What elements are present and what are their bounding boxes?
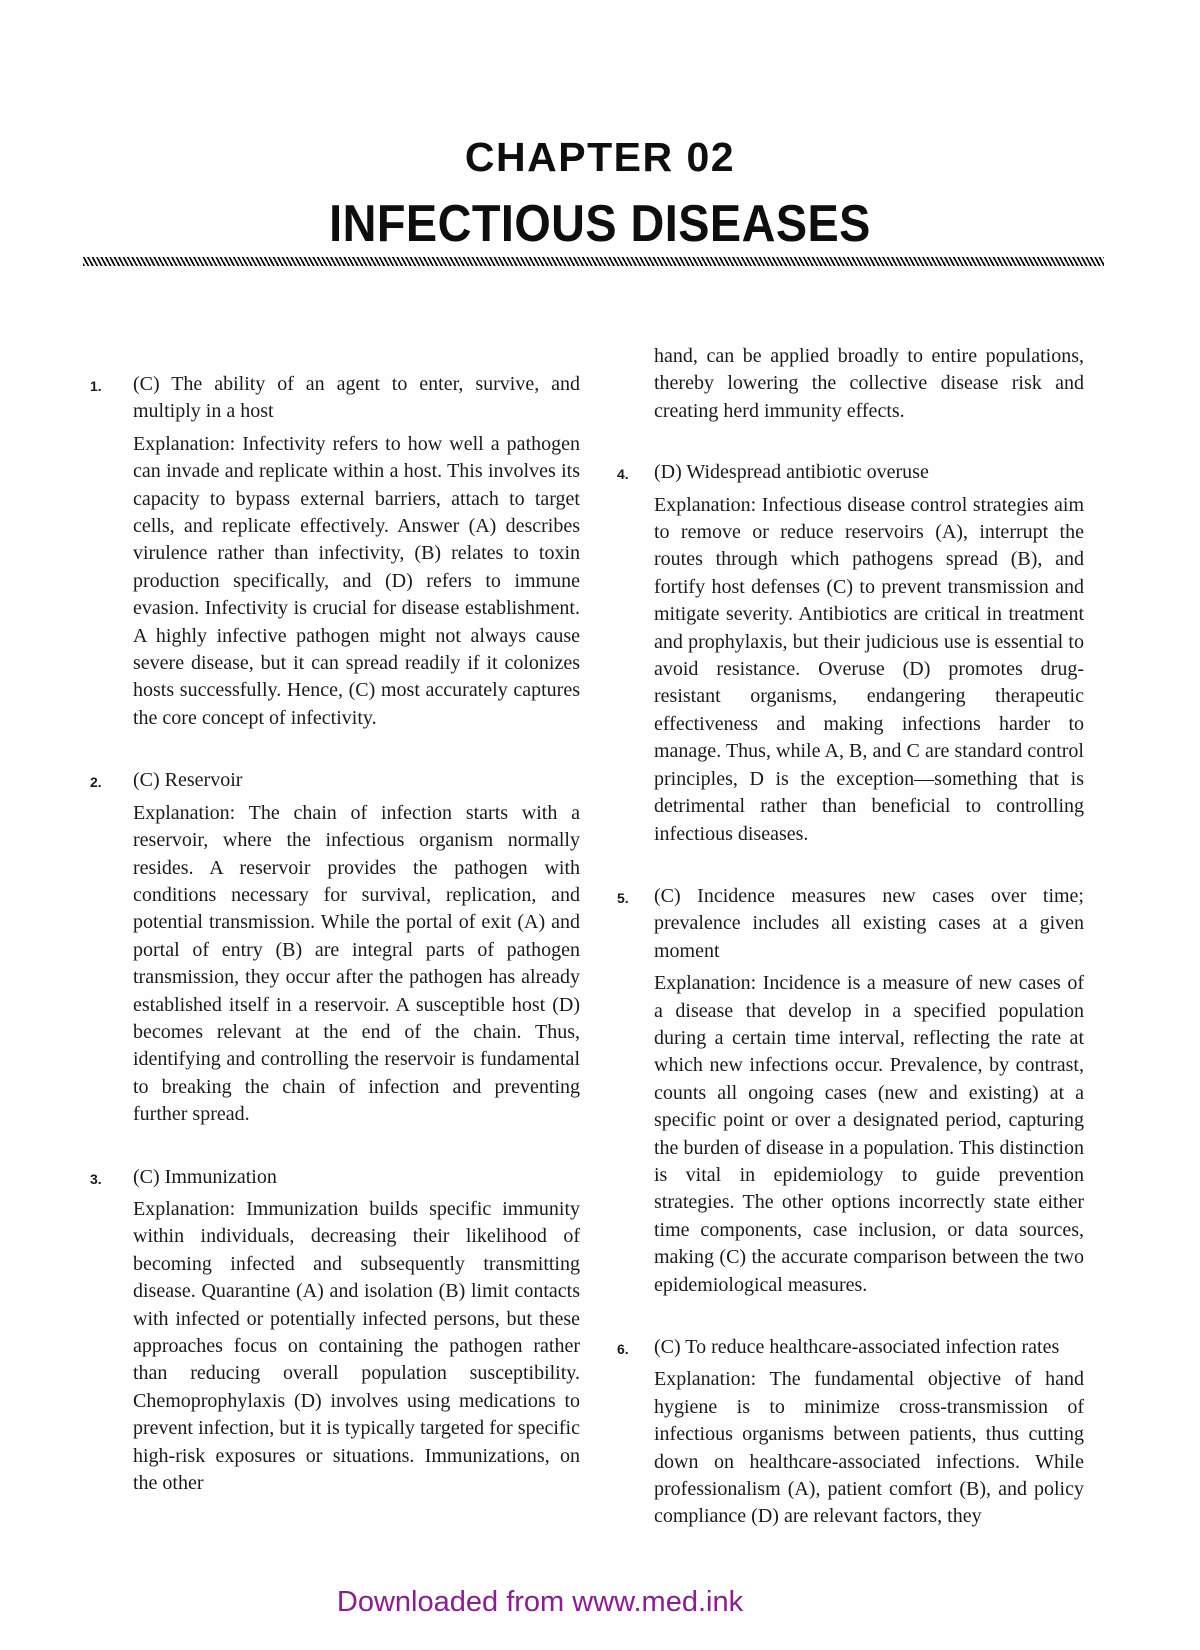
- answer-text: (C) To reduce healthcare-associated infection rates: [654, 1336, 1060, 1358]
- answer-item-5: [617, 883, 1084, 1299]
- item-content: [133, 767, 580, 1128]
- explanation-text: Explanation: Infectious disease control strategies aim to remove or reduce reservoirs (A), interrupt the routes through which pathogens spread (B), and fortify host defenses (C) to prevent transmission and mitigate severity. Antibiotics are critical in treatment and prophylaxis, but their judicious use is essential to avoid resistance. Overuse (D) promotes drug-resistant organisms, endangering therapeutic effectiveness and making infections harder to manage. Thus, while A, B, and C are standard control principles, D is the exception—something that is detrimental rather than beneficial to controlling infectious diseases.: [654, 493, 1084, 845]
- item-number: 4.: [617, 466, 629, 483]
- answer-text: (C) Reservoir: [133, 769, 243, 792]
- item-number: 6.: [617, 1341, 629, 1357]
- left-column: [90, 371, 580, 1532]
- continuation-paragraph: hand, can be applied broadly to entire populations, thereby lowering the collective disease risk and creating herd immunity effects.: [654, 345, 1084, 422]
- item-content: [133, 1164, 580, 1498]
- item-content: [133, 371, 580, 732]
- hatched-divider: [83, 257, 1104, 266]
- explanation-text: Explanation: Incidence is a measure of new cases of a disease that develop in a specified population during a certain time interval, reflecting the rate at which new infections occur. Prevalence, by contrast, counts all ongoing cases (new and existing) at a specific point or over a designated period, capturing the burden of disease in a population. This distinction is vital in epidemiology to guide prevention strategies. The other options incorrectly state either time components, case inclusion, or data sources, making (C) the accurate comparison between the two epidemiological measures.: [654, 972, 1084, 1296]
- answer-text: (C) The ability of an agent to enter, survive, and multiply in a host: [133, 373, 580, 423]
- answer-text: (C) Immunization: [133, 1165, 277, 1188]
- explanation-text: Explanation: The chain of infection starts with a reservoir, where the infectious organism normally resides. A reservoir provides the pathogen with conditions necessary for survival, replication, and potential transmission. While the portal of exit (A) and portal of entry (B) are integral parts of pathogen transmission, they occur after the pathogen has already established itself in a reservoir. A susceptible host (D) becomes relevant at the end of the chain. Thus, identifying and controlling the reservoir is fundamental to breaking the chain of infection and preventing further spread.: [133, 801, 580, 1126]
- item-content: [654, 459, 1084, 848]
- chapter-label: CHAPTER 02: [464, 134, 736, 180]
- item-number: 3.: [90, 1170, 102, 1187]
- explanation-text: Explanation: Infectivity refers to how well a pathogen can invade and replicate within a host. This involves its capacity to bypass external barriers, attach to target cells, and replicate effectively. Answer (A) describes virulence rather than infectivity, (B) relates to toxin production specifically, and (D) refers to immune evasion. Infectivity is crucial for disease establishment. A highly infective pathogen might not always cause severe disease, but it can spread readily if it colonizes hosts successfully. Hence, (C) most accurately captures the core concept of infectivity.: [133, 432, 580, 729]
- answer-item-4: [617, 459, 1084, 848]
- item-number: 2.: [90, 774, 102, 791]
- item-number: 1.: [90, 378, 102, 394]
- footer-watermark: Downloaded from www.med.ink: [336, 1586, 744, 1618]
- answer-text: (C) Incidence measures new cases over time; prevalence includes all existing cases at a given moment: [654, 884, 1084, 962]
- item-content: [654, 883, 1084, 1299]
- explanation-text: Explanation: The fundamental objective of hand hygiene is to minimize cross-transmission of infectious organisms between patients, thus cutting down on healthcare-associated infections. While professionalism (A), patient comfort (B), and policy compliance (D) are relevant factors, they: [654, 1368, 1084, 1528]
- page-title: INFECTIOUS DISEASES: [329, 195, 871, 253]
- item-number: 5.: [617, 889, 629, 906]
- explanation-text: Explanation: Immunization builds specific immunity within individuals, decreasing their likelihood of becoming infected and subsequently transmitting disease. Quarantine (A) and isolation (B) limit contacts with infected or potentially infected persons, but these approaches focus on containing the pathogen rather than reducing overall population susceptibility. Chemoprophylaxis (D) involves using medications to prevent infection, but it is typically targeted for specific high-risk exposures or situations. Immunizations, on the other: [133, 1197, 580, 1495]
- item-content: [654, 1334, 1084, 1531]
- answer-item-1: [90, 371, 580, 732]
- answer-item-2: [90, 767, 580, 1128]
- answer-item-3: [90, 1164, 580, 1498]
- right-column: [617, 343, 1084, 1566]
- answer-item-6: [617, 1334, 1084, 1531]
- answer-text: (D) Widespread antibiotic overuse: [654, 461, 929, 484]
